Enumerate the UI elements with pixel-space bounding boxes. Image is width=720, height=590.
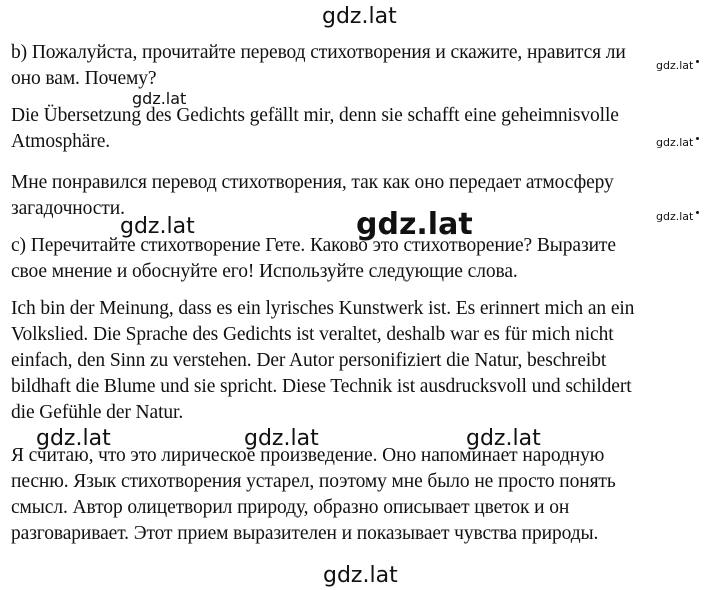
- section-b-question: [11, 40, 712, 92]
- watermark-text: gdz.lat: [656, 210, 694, 223]
- text-line: c) Перечитайте стихотворение Гете. Каково это стихотворение? Выразите: [11, 235, 616, 256]
- watermark-text: gdz.lat: [656, 59, 694, 72]
- text-line: bildhaft die Blume und sie spricht. Diese Technik ist ausdrucksvoll und schildert: [11, 376, 632, 397]
- watermark-lower-1: gdz.lat: [36, 426, 111, 451]
- text-line: смысл. Автор олицетворил природу, образно описывает цветок и он: [11, 497, 570, 518]
- watermark-center-large: gdz.lat: [356, 207, 473, 242]
- text-line: оно вам. Почему?: [11, 68, 157, 89]
- section-b-answer-german: [11, 103, 712, 155]
- section-c-answer-russian: [11, 443, 712, 547]
- text-line: Atmosphäre.: [11, 131, 111, 152]
- watermark-top: gdz.lat: [322, 4, 397, 29]
- text-line: Я считаю, что это лирическое произведение. Оно напоминает народную: [11, 445, 605, 466]
- text-line: Мне понравился перевод стихотворения, так как оно передает атмосферу: [11, 172, 614, 193]
- watermark-text: gdz.lat: [656, 136, 694, 149]
- watermark-bottom: gdz.lat: [323, 563, 398, 588]
- text-line: Die Übersetzung des Gedichts gefällt mir, denn sie schafft eine geheimnisvolle: [11, 105, 619, 126]
- text-line: Volkslied. Die Sprache des Gedichts ist veraltet, deshalb war es für mich nicht: [11, 324, 614, 345]
- section-c-answer-german: [11, 296, 712, 426]
- text-line: Ich bin der Meinung, dass es ein lyrisches Kunstwerk ist. Es erinnert mich an ein: [11, 298, 635, 319]
- text-line: разговаривает. Этот прием выразителен и показывает чувства природы.: [11, 523, 599, 544]
- text-line: загадочности.: [11, 198, 125, 219]
- watermark-left-1: gdz.lat: [132, 89, 187, 108]
- watermark-left-2: gdz.lat: [120, 214, 195, 239]
- text-line: песню. Язык стихотворения устарел, поэтому мне было не просто понять: [11, 471, 616, 492]
- watermark-lower-3: gdz.lat: [466, 426, 541, 451]
- watermark-lower-2: gdz.lat: [244, 426, 319, 451]
- text-line: einfach, den Sinn zu verstehen. Der Autor personifiziert die Natur, beschreibt: [11, 350, 607, 371]
- text-line: die Gefühle der Natur.: [11, 402, 184, 423]
- text-line: свое мнение и обоснуйте его! Используйте следующие слова.: [11, 261, 518, 282]
- text-line: b) Пожалуйста, прочитайте перевод стихотворения и скажите, нравится ли: [11, 42, 626, 63]
